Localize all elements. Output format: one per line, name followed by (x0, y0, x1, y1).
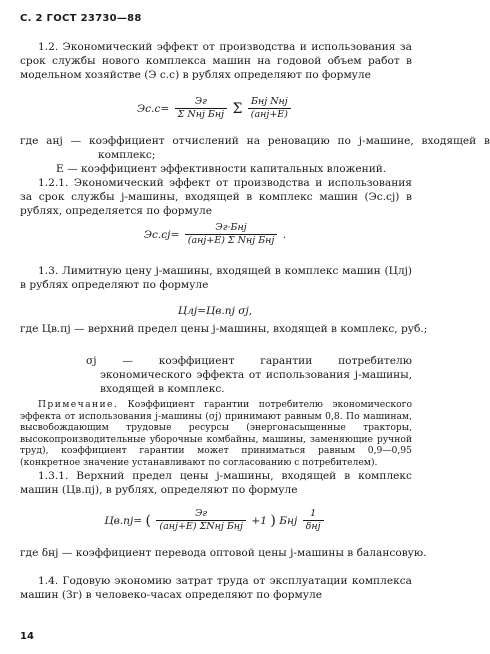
note-text: Коэффициент гарантии потребителю экономического эффекта от использования j-машины (σj) принимают равным 0,8. По машинам, высвобождающим трудовые ресурсы (энергонасыщенные тракторы, высокопроизводительные уборочные комбайны, машины, заменяющие ручной труд), коэффициент гарантии может приниматься равным 0,9—0,95 (конкретное значение устанавливают по согласованию с потребителем). (20, 399, 412, 468)
definition-upper-price: где Цв.пj — верхний предел цены j-машины, входящей в комплекс, руб.; (20, 323, 428, 335)
note-block (20, 399, 412, 469)
paragraph-1-4: 1.4. Годовую экономию затрат труда от эксплуатации комплекса машин (Зг) в человеко-часах определяют по формуле (20, 575, 412, 601)
paragraph-1-2-1: 1.2.1. Экономический эффект от производства и использования за срок службы j-машины, входящей в комплекс машин (Эс.сj) в рублях, определяется по формуле (20, 177, 412, 217)
formula-2-lhs: Эс.сj= (143, 228, 180, 241)
definition-sigma: σj — коэффициент гарантии потребителю экономического эффекта от использования j-машины, входящей в комплекс. (86, 355, 412, 395)
formula-2-fraction (185, 222, 278, 247)
page-number: 14 (20, 631, 34, 642)
formula-3: Цлj=Цв.пj σj, (177, 305, 253, 317)
formula-4-numerator: Эг (156, 508, 246, 521)
paragraph-1-3: 1.3. Лимитную цену j-машины, входящей в комплекс машин (Цлj) в рублях определяют по формуле (20, 265, 412, 291)
page-header: С. 2 ГОСТ 23730—88 (20, 13, 142, 24)
formula-4-denominator: (aнj+E) ΣNнj Бнj (159, 521, 244, 532)
formula-1-denominator-2: (aнj+E) (250, 109, 288, 120)
formula-4-fraction-2 (303, 508, 324, 533)
formula-1-numerator-2: Бнj Nнj (248, 96, 291, 109)
formula-2-numerator: Эг·Бнj (185, 222, 278, 235)
formula-1-lhs: Эс.с= (137, 102, 170, 115)
formula-4-base-price: Бнj (279, 514, 298, 527)
definition-delta: где δнj — коэффициент перевода оптовой цены j-машины в балансовую. (20, 547, 427, 559)
note-label: Примечание. (38, 399, 119, 410)
formula-1-numerator-1: Эг (175, 96, 227, 109)
formula-2 (0, 222, 430, 247)
formula-2-denominator: (aнj+E) Σ Nнj Бнj (187, 235, 275, 246)
formula-4-plus-one: +1 (251, 514, 268, 527)
paragraph-1-3-1: 1.3.1. Верхний предел цены j-машины, входящей в комплекс машин (Цв.пj), в рублях, определяют по формуле (20, 470, 412, 496)
formula-4 (0, 508, 430, 533)
paragraph-1-2: 1.2. Экономический эффект от производства и использования за срок службы нового комплекса машин на годовой объем работ в модельном хозяйстве (Э с.с) в рублях определяют по формуле (20, 41, 412, 81)
formula-4-close-paren: ) (270, 512, 276, 529)
formula-1-fraction-2 (248, 96, 291, 121)
formula-4-open-paren: ( (145, 512, 151, 529)
formula-1-denominator-1: Σ Nнj Бнj (177, 109, 225, 120)
formula-4-fraction (156, 508, 246, 533)
formula-4-numerator-2: 1 (303, 508, 324, 521)
formula-1-fraction-1 (175, 96, 227, 121)
formula-2-tail: . (282, 228, 287, 241)
formula-4-denominator-2: δнj (305, 521, 321, 532)
definition-a: где aнj — коэффициент отчислений на реновацию по j-машине, входящей в комплекс; (20, 135, 490, 161)
definition-e: E — коэффициент эффективности капитальных вложений. (56, 163, 387, 175)
formula-1-sum-sign: Σ (232, 100, 243, 117)
formula-4-lhs: Цв.пj= (104, 514, 143, 527)
formula-1 (0, 96, 430, 121)
